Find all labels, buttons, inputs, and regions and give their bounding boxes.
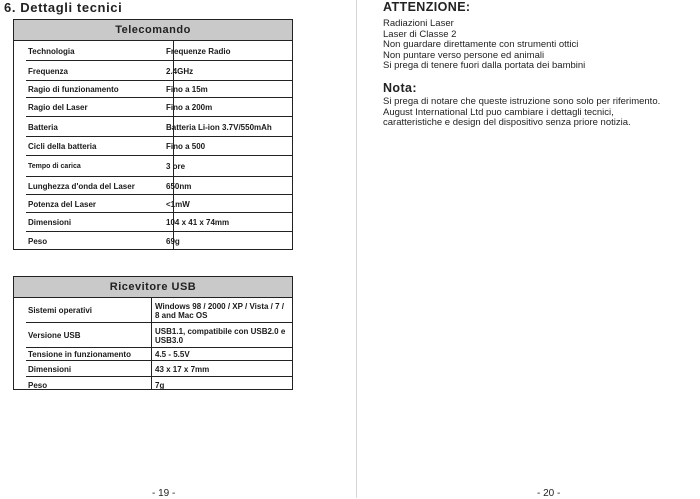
row-value: 3 ore [166, 162, 186, 171]
row-label: Lunghezza d'onda del Laser [28, 181, 135, 191]
warning-title: ATTENZIONE: [383, 0, 471, 14]
warning-line: Non puntare verso persone ed animali [383, 49, 545, 61]
warning-line: Si prega di tenere fuori dalla portata dei bambini [383, 60, 586, 71]
row-label: Peso [28, 236, 48, 246]
row-label: Dimensioni [28, 364, 72, 374]
row-label: Peso [28, 380, 48, 390]
table-row [14, 195, 292, 213]
row-label: Dimensioni [28, 218, 72, 227]
row-value: 43 x 17 x 7mm [155, 364, 210, 374]
table-row [14, 232, 292, 250]
row-value: 104 x 41 x 74mm [166, 218, 230, 227]
table-title: Ricevitore USB [14, 277, 292, 298]
row-label: Potenza del Laser [28, 199, 97, 209]
table-row [14, 156, 292, 177]
row-value: <1mW [166, 199, 190, 209]
row-value: 2.4GHz [166, 66, 194, 76]
row-value: 7g [155, 380, 165, 390]
table-row [14, 361, 292, 377]
row-label: Ragio di funzionamento [28, 85, 119, 94]
row-label: Batteria [28, 122, 58, 132]
note-line: Si prega di notare che queste istruzione sono solo per riferimento. [383, 96, 661, 107]
table-row [14, 61, 292, 81]
table-row [14, 298, 292, 323]
row-label: Tempo di carica [28, 163, 81, 170]
warning-line: Non guardare direttamente con strumenti ottici [383, 39, 579, 50]
row-value: Frequenze Radio [166, 46, 231, 56]
table-row [14, 117, 292, 137]
row-value: Batteria Li-ion 3.7V/550mAh [166, 122, 272, 132]
table-row [14, 348, 292, 361]
row-label: Tensione in funzionamento [28, 350, 131, 359]
page-divider [356, 0, 357, 498]
note-title: Nota: [383, 81, 417, 95]
table-row [14, 213, 292, 232]
row-label: Cicli della batteria [28, 142, 97, 151]
page-number-right: - 20 - [537, 488, 561, 499]
warning-line: Radiazioni Laser [383, 18, 454, 29]
note-line: August International Ltd puo cambiare i dettagli tecnici, [383, 106, 614, 118]
row-value: Windows 98 / 2000 / XP / Vista / 7 / 8 and Mac OS [155, 301, 285, 320]
row-label: Frequenza [28, 66, 69, 76]
usb-spec-table [13, 276, 293, 390]
table-row [14, 81, 292, 98]
warning-line: Laser di Classe 2 [383, 28, 457, 40]
row-value: Fino a 500 [166, 142, 206, 151]
table-row [14, 177, 292, 195]
note-text [383, 97, 660, 129]
table-row [14, 323, 292, 348]
row-label: Sistemi operativi [28, 306, 93, 315]
table-title: Telecomando [14, 20, 292, 41]
table-row [14, 98, 292, 117]
note-line: caratteristiche e design del dispositivo senza priore notizia. [383, 117, 631, 128]
row-value: Fino a 200m [166, 103, 213, 112]
row-value: 650nm [166, 181, 192, 191]
warning-text [383, 19, 585, 72]
row-value: USB1.1, compatibile con USB2.0 e USB3.0 [155, 326, 286, 345]
table-row [14, 41, 292, 61]
remote-spec-table [13, 19, 293, 250]
section-title: 6. Dettagli tecnici [4, 0, 123, 15]
table-row [14, 137, 292, 156]
table-row [14, 377, 292, 393]
row-label: Ragio del Laser [28, 103, 88, 112]
page-number-left: - 19 - [152, 488, 176, 499]
row-value: 69g [166, 236, 180, 246]
row-label: Technologia [28, 46, 75, 56]
row-value: Fino a 15m [166, 85, 208, 94]
row-value: 4.5 - 5.5V [155, 350, 190, 359]
row-label: Versione USB [28, 331, 81, 340]
